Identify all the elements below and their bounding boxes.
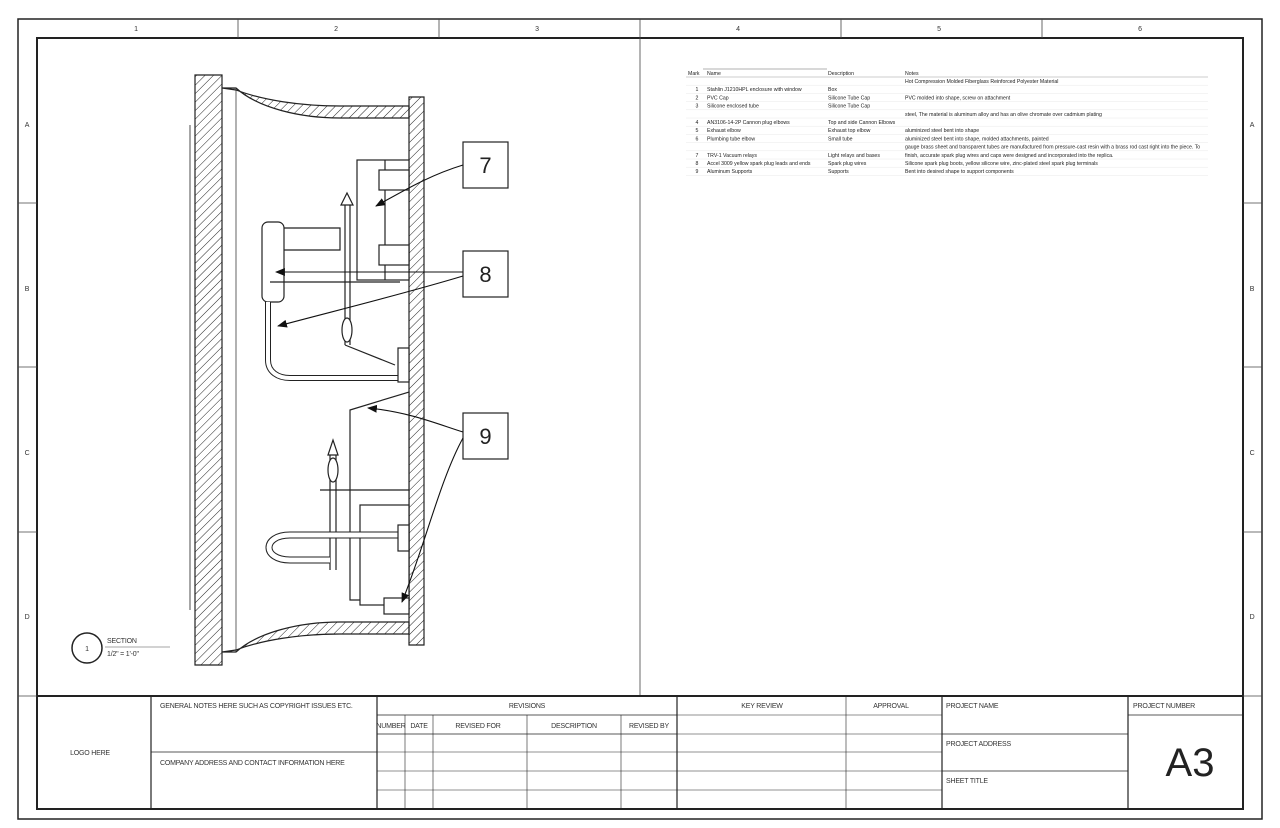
parts-row-9-description: Light relays and bases	[828, 152, 880, 159]
col-label-3: 3	[535, 26, 539, 33]
row-label-b-left: B	[24, 286, 30, 293]
col-label-2: 2	[334, 26, 338, 33]
parts-row-2-name: PVC Cap	[707, 95, 729, 102]
parts-row-2-mark: 2	[695, 95, 699, 102]
general-notes: GENERAL NOTES HERE SUCH AS COPYRIGHT ISSUES ETC.	[160, 703, 353, 710]
project-name-label: PROJECT NAME	[946, 703, 999, 710]
parts-row-3-mark: 3	[695, 103, 699, 110]
revisions-title: REVISIONS	[508, 703, 546, 710]
parts-row-10-description: Spark plug wires	[828, 161, 867, 167]
parts-row-9-notes: finish, accurate spark plug wires and caps were designed and incorporated into the replica.	[905, 152, 1114, 159]
col-label-4: 4	[736, 26, 740, 33]
parts-header-description: Description	[828, 71, 854, 77]
parts-row-10-name: Accel 3009 yellow spark plug leads and ends	[707, 161, 811, 167]
parts-header-mark: Mark	[688, 71, 700, 77]
parts-header-name: Name	[707, 71, 721, 77]
callout-7-label: 7	[479, 153, 492, 178]
row-label-a-right: A	[1249, 122, 1255, 129]
parts-row-1-description: Box	[828, 87, 837, 94]
col-label-1: 1	[134, 26, 138, 33]
column-grid	[238, 19, 1042, 38]
bottom-flange	[222, 622, 409, 652]
parts-row-11-description: Supports	[828, 169, 849, 176]
section-label	[72, 633, 170, 663]
title-block	[37, 696, 1243, 809]
upper-assembly	[262, 160, 409, 382]
parts-row-6-name: Exhaust elbow	[707, 128, 741, 135]
project-number-label: PROJECT NUMBER	[1133, 703, 1196, 710]
parts-row-8-notes: gauge brass sheet and transparent tubes are manufactured from pressure-cast resin with a brass rod cast right into the piece. To	[905, 144, 1201, 151]
section-title: SECTION	[107, 638, 137, 645]
key-review-label: KEY REVIEW	[741, 703, 783, 710]
callout-9-label: 9	[479, 424, 492, 449]
parts-row-11-notes: Bent into desired shape to support components	[905, 169, 1014, 176]
top-flange	[222, 88, 409, 118]
company-info: COMPANY ADDRESS AND CONTACT INFORMATION HERE	[160, 760, 345, 767]
parts-row-10-mark: 8	[695, 161, 699, 167]
parts-row-5-description: Top and side Cannon Elbows	[828, 120, 896, 126]
row-label-d-left: D	[24, 614, 30, 621]
parts-rows	[686, 79, 1208, 175]
parts-row-1-name: Stahlin J1210HPL enclosure with window	[707, 87, 802, 94]
rev-header-date: DATE	[410, 723, 428, 730]
row-label-d-right: D	[1249, 614, 1255, 621]
parts-row-4-notes: steel, The material is aluminum alloy and has an olive chromate over cadmium plating	[905, 111, 1102, 118]
callout-9	[463, 413, 508, 459]
parts-row-5-mark: 4	[695, 120, 699, 126]
parts-header-notes: Notes	[905, 71, 919, 77]
logo-placeholder: LOGO HERE	[70, 750, 110, 757]
parts-row-11-name: Aluminum Supports	[707, 169, 753, 176]
row-label-b-right: B	[1249, 286, 1255, 293]
col-label-6: 6	[1138, 26, 1142, 33]
parts-row-7-description: Small tube	[828, 136, 853, 143]
parts-row-5-name: AN3106-14-2P Cannon plug elbows	[707, 120, 790, 126]
parts-row-2-description: Silicone Tube Cap	[828, 95, 871, 102]
col-label-5: 5	[937, 26, 941, 33]
column-labels	[134, 26, 1142, 33]
row-label-c-right: C	[1249, 450, 1255, 457]
approval-label: APPROVAL	[873, 703, 909, 710]
parts-row-3-name: Silicone enclosed tube	[707, 103, 759, 110]
sheet-title-label: SHEET TITLE	[946, 778, 988, 785]
parts-list	[686, 69, 1208, 175]
rev-header-revised-by: REVISED BY	[628, 723, 670, 730]
parts-row-0-notes: Hot Compression Molded Fiberglass Reinforced Polyester Material	[905, 79, 1059, 85]
parts-row-7-name: Plumbing tube elbow	[707, 136, 756, 143]
parts-row-6-description: Exhaust top elbow	[828, 128, 871, 135]
project-address-label: PROJECT ADDRESS	[946, 741, 1011, 748]
parts-row-7-mark: 6	[695, 136, 699, 143]
parts-row-9-mark: 7	[695, 152, 699, 159]
callout-8	[463, 251, 508, 297]
row-label-a-left: A	[24, 122, 30, 129]
parts-row-10-notes: Silicone spark plug boots, yellow silicone wire, zinc-plated steel spark plug terminals	[905, 161, 1098, 167]
project-number: A3	[1165, 741, 1215, 785]
parts-row-3-description: Silicone Tube Cap	[828, 103, 871, 110]
row-label-c-left: C	[24, 450, 30, 457]
parts-row-2-notes: PVC molded into shape, screw on attachment	[905, 95, 1011, 102]
callout-7	[463, 142, 508, 188]
callout-8-label: 8	[479, 262, 492, 287]
rev-header-number: NUMBER	[376, 723, 406, 730]
parts-row-9-name: TRV-1 Vacuum relays	[707, 152, 757, 159]
parts-row-11-mark: 9	[695, 169, 699, 176]
parts-row-1-mark: 1	[695, 87, 699, 94]
section-drawing	[190, 75, 424, 665]
parts-row-7-notes: aluminized steel bent into shape, molded attachments, painted	[905, 136, 1049, 143]
section-number: 1	[85, 646, 89, 653]
section-scale: 1/2" = 1'-0"	[107, 651, 139, 658]
parts-row-6-mark: 5	[695, 128, 699, 135]
rev-header-revised-for: REVISED FOR	[455, 723, 501, 730]
rev-header-description: DESCRIPTION	[551, 723, 597, 730]
left-wall	[195, 75, 222, 665]
parts-row-6-notes: aluminized steel bent into shape	[905, 128, 980, 135]
